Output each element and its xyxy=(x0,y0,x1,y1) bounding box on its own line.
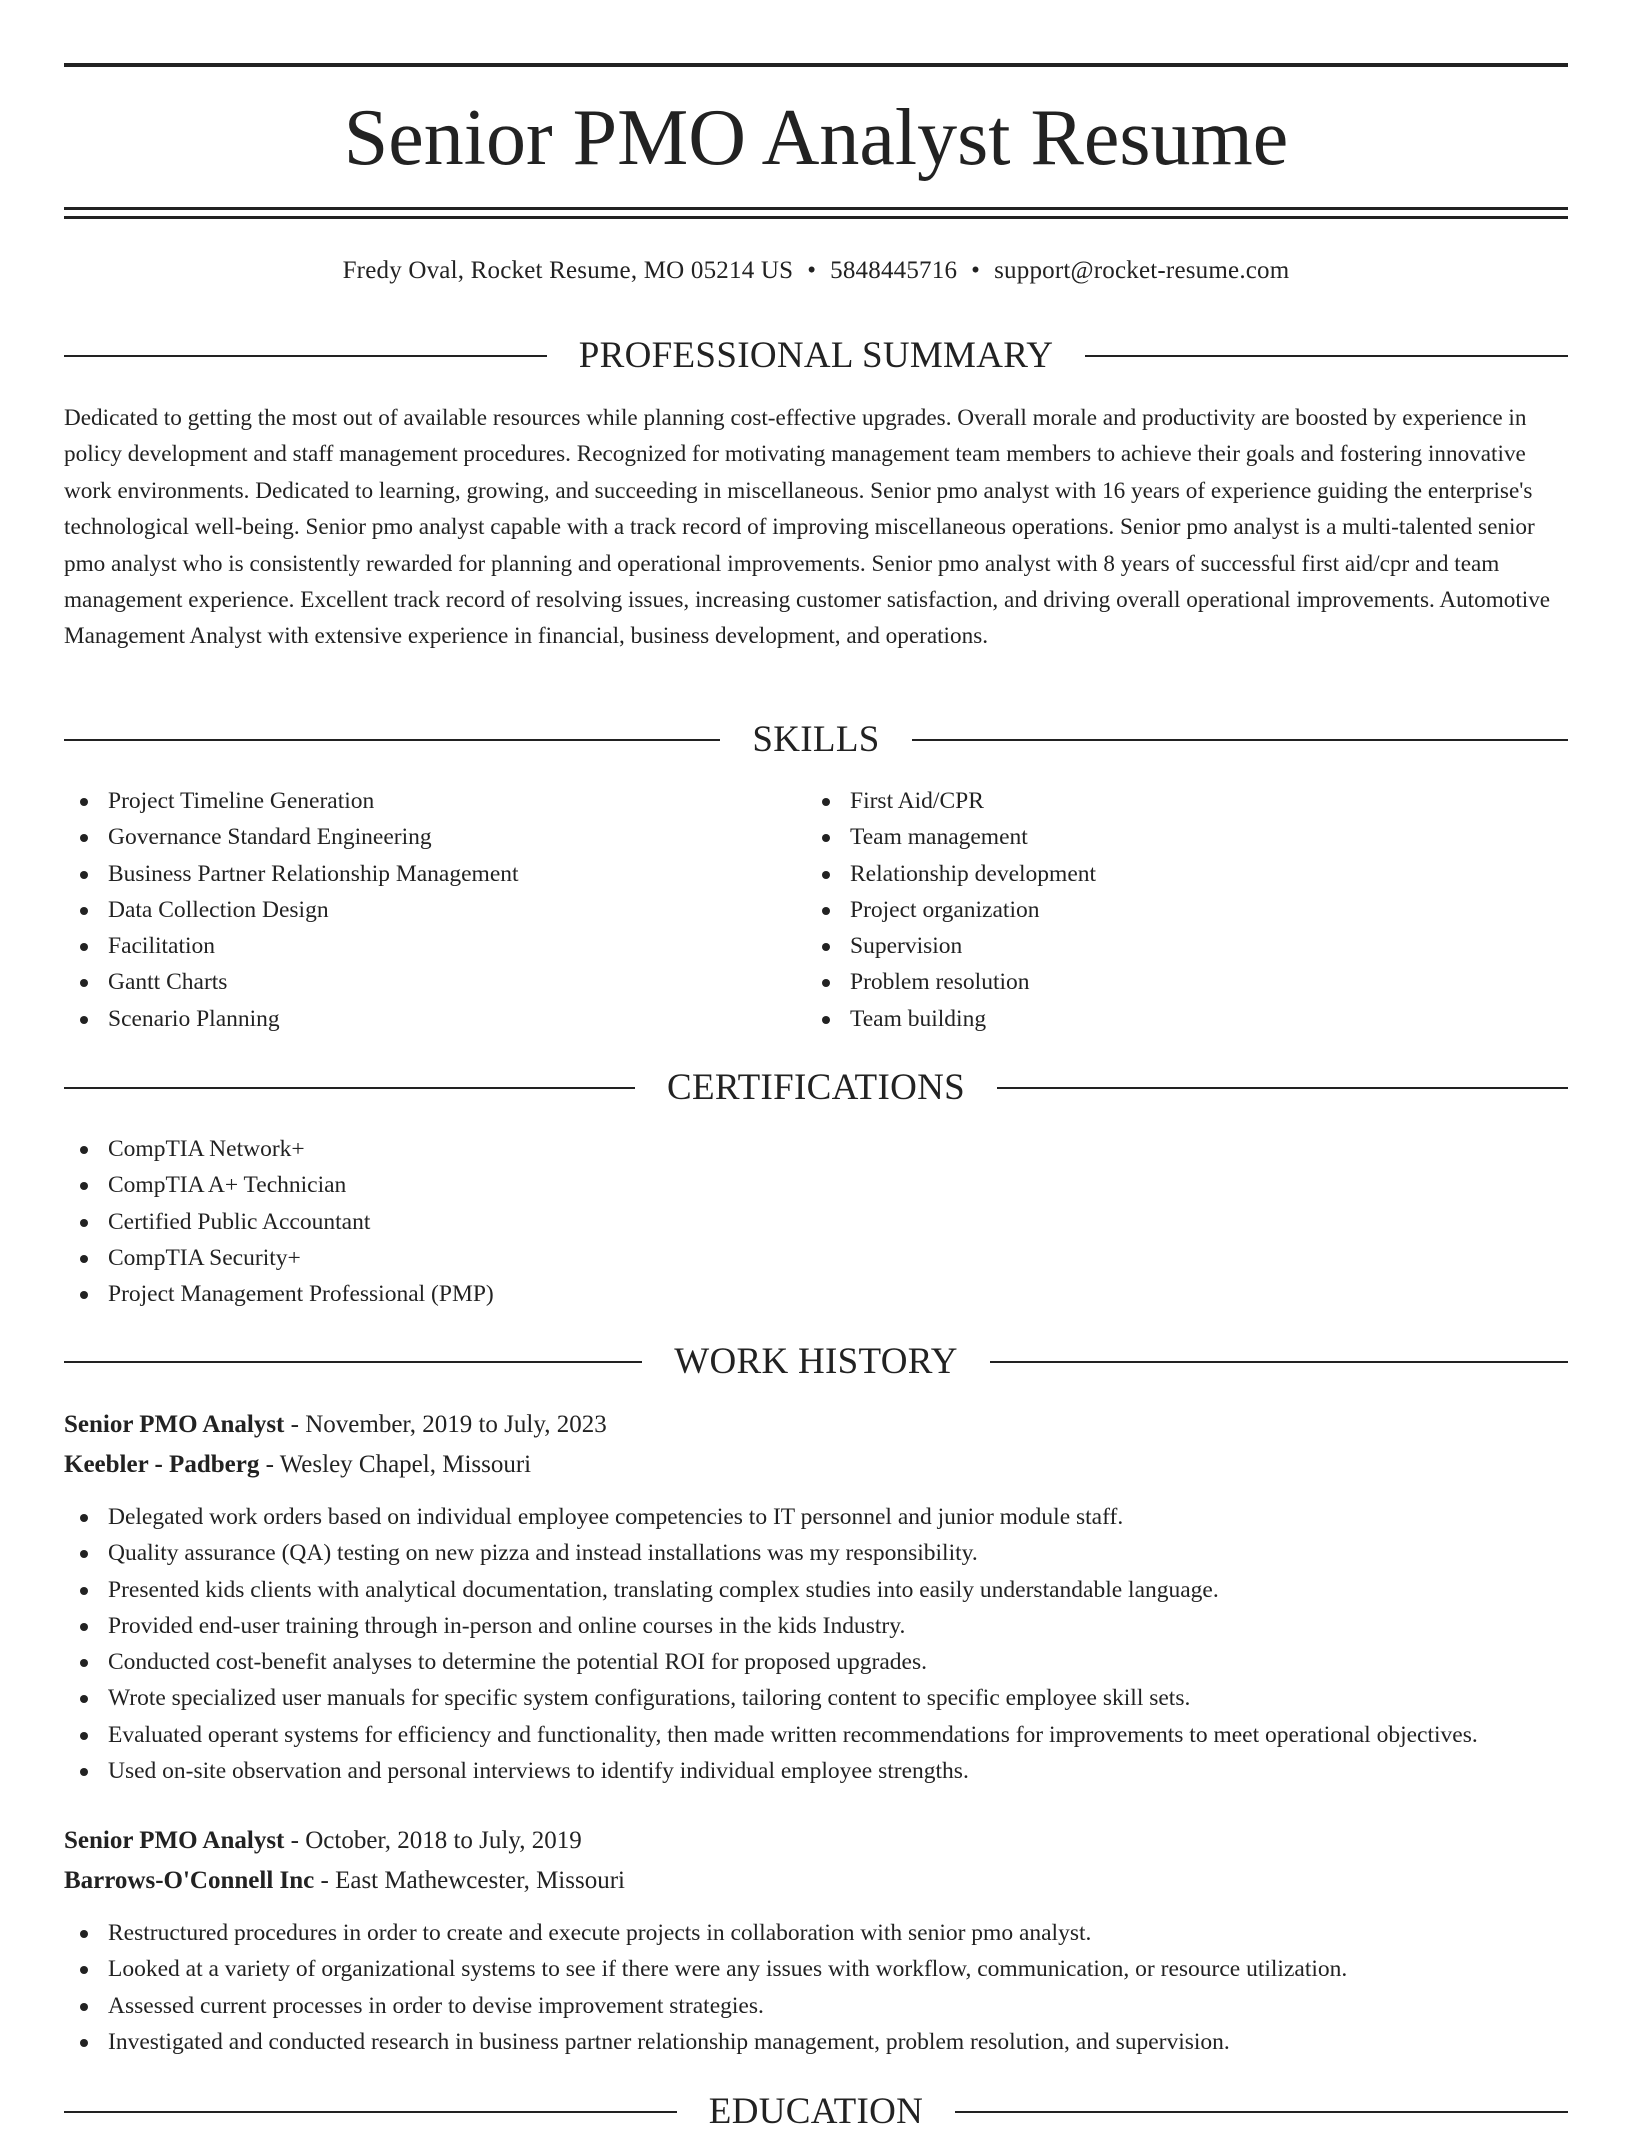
skill-item: Project organization xyxy=(806,892,1096,928)
heading-rule xyxy=(955,2111,1568,2113)
job-bullet: Quality assurance (QA) testing on new pizza and instead installations was my responsibility. xyxy=(64,1535,1478,1571)
heading-rule xyxy=(1085,355,1568,357)
skill-item: Facilitation xyxy=(64,928,519,964)
certification-item: Certified Public Accountant xyxy=(64,1204,494,1240)
skill-item: Team building xyxy=(806,1001,1096,1037)
section-title: SKILLS xyxy=(752,719,880,760)
job-bullets xyxy=(64,1915,1347,2060)
job-title-line: Senior PMO Analyst - November, 2019 to July, 2023 xyxy=(64,1411,607,1438)
job-company-line: Keebler - Padberg - Wesley Chapel, Missouri xyxy=(64,1451,532,1478)
contact-email: support@rocket-resume.com xyxy=(994,257,1290,284)
job-bullet: Provided end-user training through in-person and online courses in the kids Industry. xyxy=(64,1608,1478,1644)
job-title: Senior PMO Analyst xyxy=(64,1827,285,1854)
job-bullet: Used on-site observation and personal interviews to identify individual employee strengths. xyxy=(64,1753,1478,1789)
skill-item: Supervision xyxy=(806,928,1096,964)
job-title: Senior PMO Analyst xyxy=(64,1411,285,1438)
job-bullet: Restructured procedures in order to create and execute projects in collaboration with senior pmo analyst. xyxy=(64,1915,1347,1951)
job-bullet: Looked at a variety of organizational systems to see if there were any issues with workflow, communication, or resource utilization. xyxy=(64,1951,1347,1987)
heading-rule xyxy=(912,739,1568,741)
skill-item: Scenario Planning xyxy=(64,1001,519,1037)
section-heading-skills xyxy=(64,718,1568,762)
heading-rule xyxy=(64,1361,642,1363)
skill-item: Relationship development xyxy=(806,856,1096,892)
job-company-line: Barrows-O'Connell Inc - East Mathewcester, Missouri xyxy=(64,1867,625,1894)
certifications-list xyxy=(64,1131,494,1312)
job-dates: November, 2019 to July, 2023 xyxy=(305,1411,607,1438)
title-rule-upper xyxy=(64,207,1568,210)
contact-phone: 5848445716 xyxy=(830,257,958,284)
skills-list-right xyxy=(806,783,1096,1037)
title-rule-lower xyxy=(64,216,1568,219)
contact-separator: • xyxy=(971,257,981,284)
heading-rule xyxy=(64,2111,677,2113)
heading-rule xyxy=(64,739,720,741)
certification-item: CompTIA Network+ xyxy=(64,1131,494,1167)
section-title: EDUCATION xyxy=(708,2091,924,2132)
job-title-line: Senior PMO Analyst - October, 2018 to July, 2019 xyxy=(64,1827,582,1854)
certification-item: Project Management Professional (PMP) xyxy=(64,1276,494,1312)
skill-item: First Aid/CPR xyxy=(806,783,1096,819)
skill-item: Project Timeline Generation xyxy=(64,783,519,819)
certification-item: CompTIA A+ Technician xyxy=(64,1167,494,1203)
job-bullet: Presented kids clients with analytical documentation, translating complex studies into easily understandable language. xyxy=(64,1572,1478,1608)
heading-rule xyxy=(997,1087,1568,1089)
job-location: East Mathewcester, Missouri xyxy=(335,1867,625,1894)
skill-item: Team management xyxy=(806,819,1096,855)
job-bullet: Conducted cost-benefit analyses to determine the potential ROI for proposed upgrades. xyxy=(64,1644,1478,1680)
top-rule xyxy=(64,63,1568,67)
section-title: PROFESSIONAL SUMMARY xyxy=(578,335,1054,376)
skill-item: Business Partner Relationship Management xyxy=(64,856,519,892)
resume-title: Senior PMO Analyst Resume xyxy=(343,94,1289,182)
skill-item: Gantt Charts xyxy=(64,964,519,1000)
job-bullet: Evaluated operant systems for efficiency and functionality, then made written recommendations for improvements to meet operational objectives. xyxy=(64,1717,1478,1753)
section-heading-work-history xyxy=(64,1340,1568,1384)
heading-rule xyxy=(64,355,547,357)
job-dates: October, 2018 to July, 2019 xyxy=(305,1827,582,1854)
skill-item: Governance Standard Engineering xyxy=(64,819,519,855)
certification-item: CompTIA Security+ xyxy=(64,1240,494,1276)
job-bullets xyxy=(64,1499,1478,1789)
section-title: CERTIFICATIONS xyxy=(667,1067,965,1108)
summary-text: Dedicated to getting the most out of available resources while planning cost-effective upgrades. Overall morale and productivity are boosted by experience in policy development and staff management procedures. Recognized for motivating management team members to achieve their goals and fostering innovative work environments. Dedicated to learning, growing, and succeeding in miscellaneous. Senior pmo analyst with 16 years of experience guiding the enterprise's technological well-being. Senior pmo analyst capable with a track record of improving miscellaneous operations. Senior pmo analyst is a multi-talented senior pmo analyst who is consistently rewarded for planning and operational improvements. Senior pmo analyst with 8 years of successful first aid/cpr and team management experience. Excellent track record of resolving issues, increasing customer satisfaction, and driving overall operational improvements. Automotive Management Analyst with extensive experience in financial, business development, and operations. xyxy=(64,405,1551,650)
section-heading-certifications xyxy=(64,1066,1568,1110)
skill-item: Problem resolution xyxy=(806,964,1096,1000)
heading-rule xyxy=(990,1361,1568,1363)
job-bullet: Wrote specialized user manuals for specific system configurations, tailoring content to specific employee skill sets. xyxy=(64,1680,1478,1716)
skill-item: Data Collection Design xyxy=(64,892,519,928)
contact-address: Fredy Oval, Rocket Resume, MO 05214 US xyxy=(342,257,794,284)
section-heading-education xyxy=(64,2090,1568,2134)
job-company: Barrows-O'Connell Inc xyxy=(64,1867,315,1894)
skills-list-left xyxy=(64,783,519,1037)
job-bullet: Delegated work orders based on individual employee competencies to IT personnel and junior module staff. xyxy=(64,1499,1478,1535)
job-bullet: Assessed current processes in order to devise improvement strategies. xyxy=(64,1988,1347,2024)
section-heading-summary xyxy=(64,334,1568,378)
job-bullet: Investigated and conducted research in business partner relationship management, problem resolution, and supervision. xyxy=(64,2024,1347,2060)
job-location: Wesley Chapel, Missouri xyxy=(279,1451,532,1478)
contact-line xyxy=(64,254,1568,288)
heading-rule xyxy=(64,1087,635,1089)
job-company: Keebler - Padberg xyxy=(64,1451,260,1478)
contact-separator: • xyxy=(807,257,817,284)
section-title: WORK HISTORY xyxy=(674,1341,958,1382)
